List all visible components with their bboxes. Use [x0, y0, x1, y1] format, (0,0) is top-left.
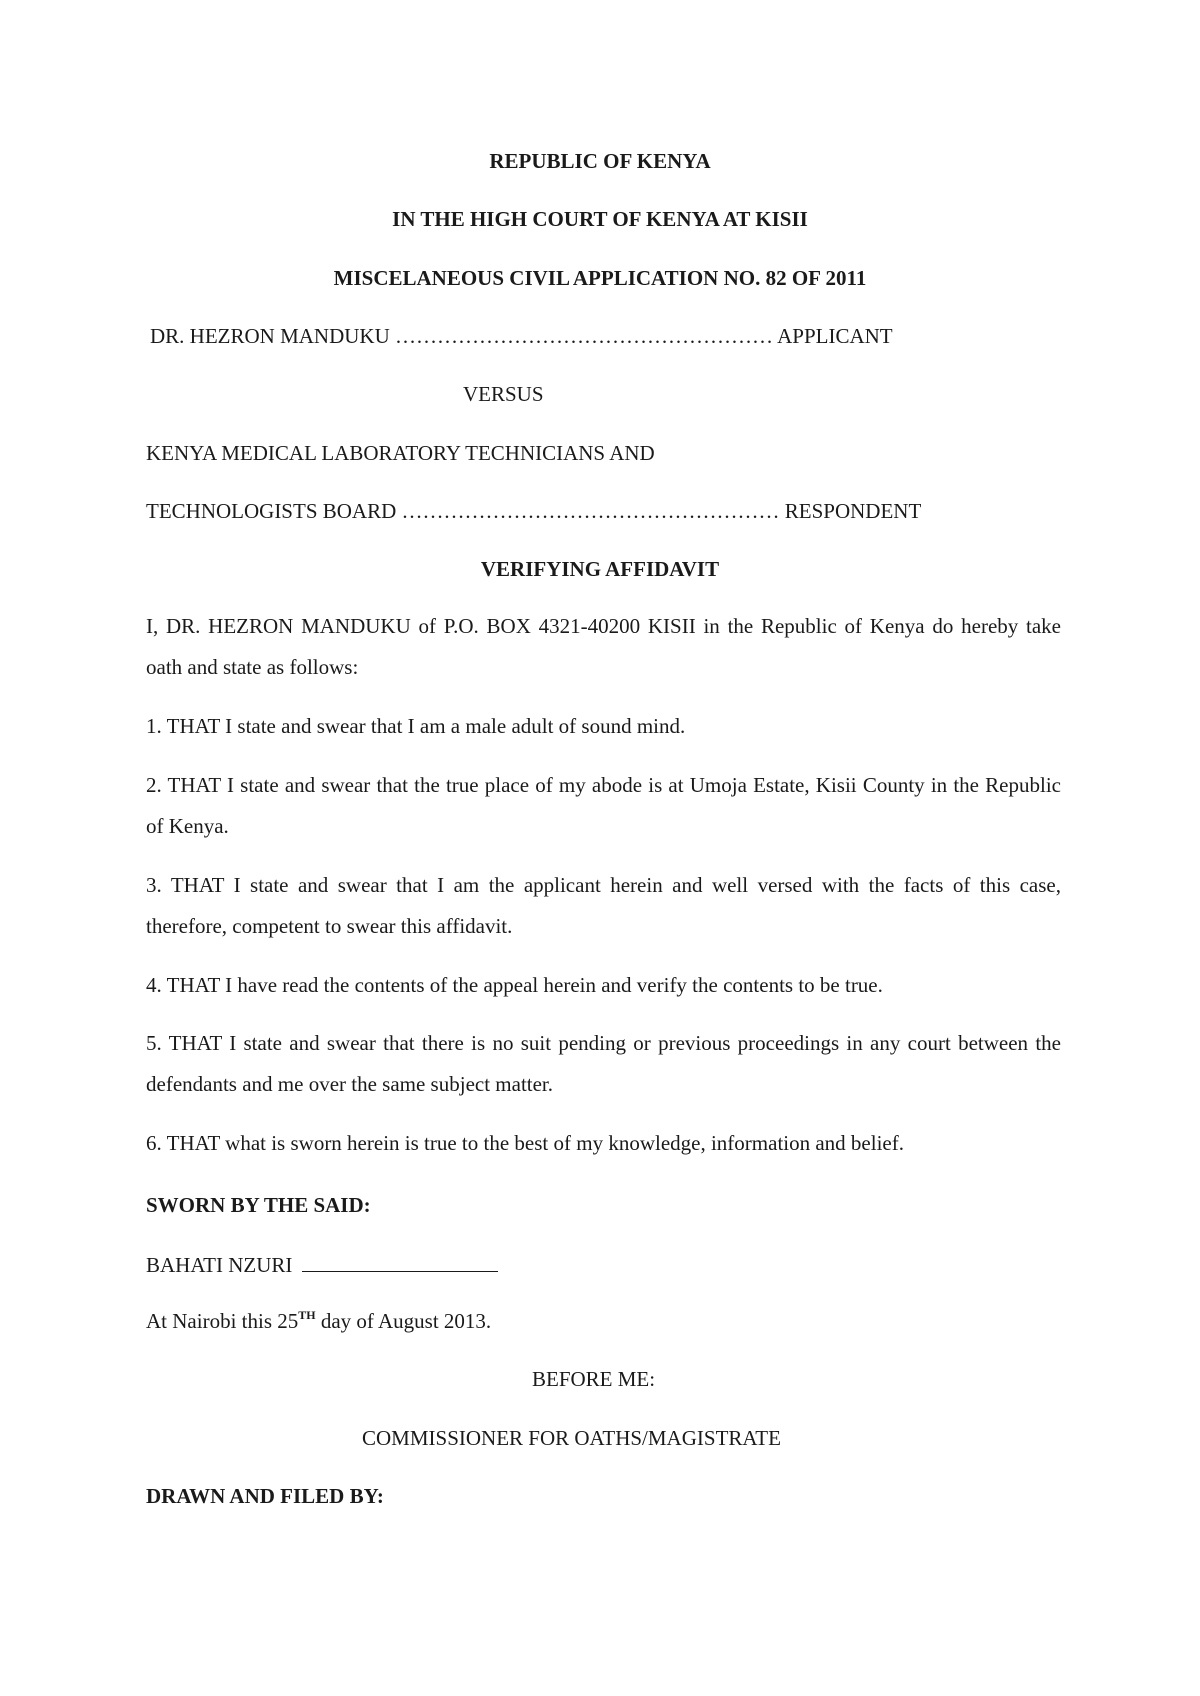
applicant-role: APPLICANT [777, 324, 893, 348]
sworn-by-label: SWORN BY THE SAID: [146, 1193, 371, 1217]
affidavit-title: VERIFYING AFFIDAVIT [480, 557, 720, 581]
respondent-role: RESPONDENT [784, 499, 922, 523]
paragraph-1: 1. THAT I state and swear that I am a male adult of sound mind. [146, 714, 686, 738]
deponent-name: BAHATI NZURI [146, 1253, 293, 1277]
republic-heading: REPUBLIC OF KENYA [489, 149, 711, 173]
signature-line [302, 1253, 498, 1272]
paragraph-4: 4. THAT I have read the contents of the appeal herein and verify the contents to be true. [146, 973, 883, 997]
respondent-dots: ……………………………………………… [401, 499, 780, 523]
paragraph-6: 6. THAT what is sworn herein is true to the best of my knowledge, information and belief. [146, 1131, 904, 1155]
court-heading: IN THE HIGH COURT OF KENYA AT KISII [392, 207, 808, 231]
paragraph-2: 2. THAT I state and swear that the true place of my abode is at Umoja Estate, Kisii County in the Republic of Kenya. [146, 773, 1061, 838]
date-suffix: day of August 2013. [315, 1309, 492, 1333]
date-prefix: At Nairobi this 25 [146, 1309, 299, 1333]
jurat-date [146, 1308, 492, 1333]
paragraph-3: 3. THAT I state and swear that I am the applicant herein and well versed with the facts of this case, therefore, competent to swear this affidavit. [146, 873, 1061, 938]
before-me-label: BEFORE ME: [532, 1367, 656, 1391]
respondent-name: TECHNOLOGISTS BOARD [146, 499, 397, 523]
applicant-line [150, 326, 893, 347]
date-superscript: TH [298, 1308, 316, 1322]
respondent-line-2 [146, 501, 921, 522]
applicant-name: DR. HEZRON MANDUKU [150, 324, 390, 348]
drawn-filed-label: DRAWN AND FILED BY: [146, 1484, 384, 1508]
applicant-dots: ……………………………………………… [395, 324, 773, 348]
deponent-line [146, 1253, 498, 1276]
case-number: MISCELANEOUS CIVIL APPLICATION NO. 82 OF 2011 [333, 266, 867, 290]
versus-label: VERSUS [463, 382, 544, 406]
paragraph-5: 5. THAT I state and swear that there is no suit pending or previous proceedings in any court between the defendants and me over the same subject matter. [146, 1031, 1061, 1096]
affidavit-intro: I, DR. HEZRON MANDUKU of P.O. BOX 4321-40200 KISII in the Republic of Kenya do hereby take oath and state as follows: [146, 614, 1061, 679]
commissioner-label: COMMISSIONER FOR OATHS/MAGISTRATE [362, 1426, 781, 1450]
respondent-line-1: KENYA MEDICAL LABORATORY TECHNICIANS AND [146, 441, 655, 465]
